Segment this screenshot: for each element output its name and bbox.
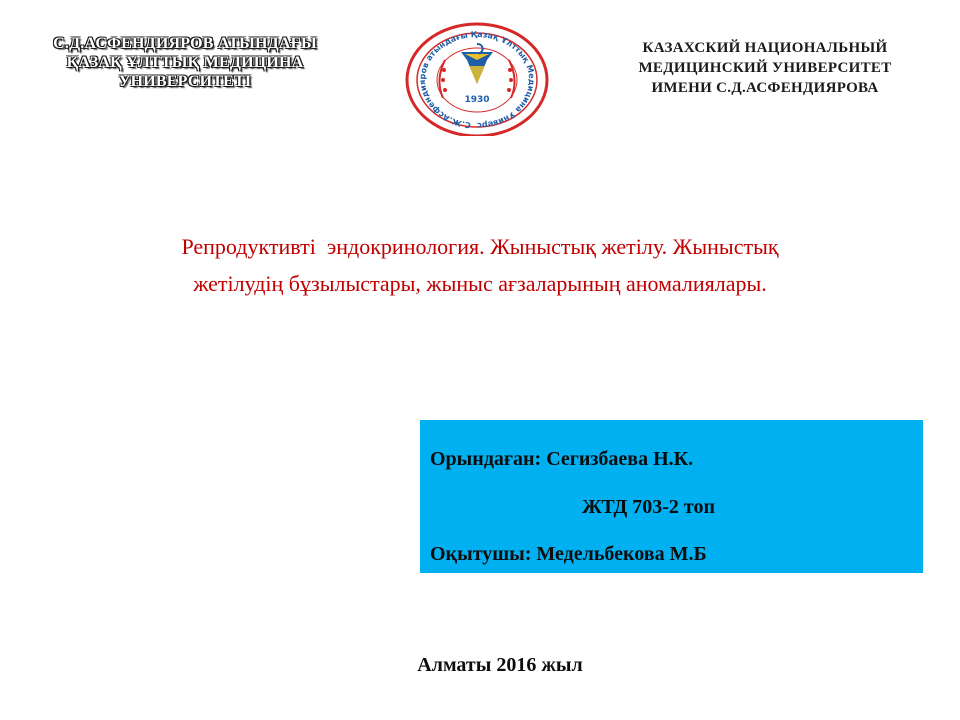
presentation-title (90, 228, 870, 302)
university-name-russian (600, 38, 930, 98)
city-year-footer: Алматы 2016 жыл (417, 654, 583, 676)
title-line-2: жетілудің бұзылыстары, жыныс ағзаларының аномалиялары. (193, 271, 767, 296)
university-kz-line-2: ҚАЗАҚ ҰЛТТЫҚ МЕДИЦИНА (66, 54, 304, 71)
teacher-label: Оқытушы: Медельбекова М.Б (430, 543, 707, 565)
university-ru-line-1: КАЗАХСКИЙ НАЦИОНАЛЬНЫЙ (642, 40, 888, 56)
university-kz-line-3: УНИВЕРСИТЕТІ (118, 73, 252, 90)
university-name-kazakh (20, 34, 350, 91)
performer-label: Орындаған: Сегизбаева Н.К. (430, 448, 694, 470)
university-emblem-icon (403, 20, 551, 136)
emblem-year: 1930 (464, 95, 490, 105)
group-label: ЖТД 703-2 топ (582, 496, 716, 518)
author-info-box (420, 420, 923, 573)
university-ru-line-2: МЕДИЦИНСКИЙ УНИВЕРСИТЕТ (638, 60, 892, 76)
title-line-1: Репродуктивті эндокринология. Жыныстық жетілу. Жыныстық (181, 234, 779, 259)
university-kz-line-1: С.Д.АСФЕНДИЯРОВ АТЫНДАҒЫ (53, 35, 317, 52)
emblem-ring-text: С.Ж.Асфендияров атындағы Қазақ Ұлттық Медицина Универс (417, 29, 537, 131)
university-ru-line-3: ИМЕНИ С.Д.АСФЕНДИЯРОВА (651, 80, 879, 96)
